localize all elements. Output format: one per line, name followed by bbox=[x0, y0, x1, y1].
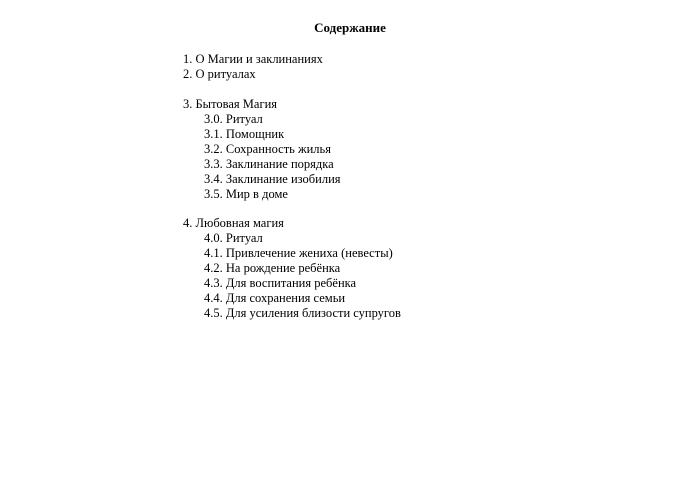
table-of-contents bbox=[183, 52, 401, 321]
toc-subsection-entry: 3.1. Помощник bbox=[204, 126, 285, 141]
section-spacer bbox=[183, 82, 401, 97]
toc-section-entry: 1. О Магии и заклинаниях bbox=[183, 52, 323, 66]
toc-subsection-entry: 4.1. Привлечение жениха (невесты) bbox=[204, 246, 393, 260]
toc-subsection-entry: 3.3. Заклинание порядка bbox=[204, 156, 334, 171]
toc-subsection-entry: 3.0. Ритуал bbox=[204, 111, 263, 126]
toc-section-entry: 2. О ритуалах bbox=[183, 67, 256, 81]
section-spacer bbox=[183, 202, 401, 217]
toc-subsection-entry: 4.3. Для воспитания ребёнка bbox=[204, 276, 357, 290]
toc-subsection-entry: 3.2. Сохранность жилья bbox=[204, 141, 331, 156]
toc-subsection-entry: 4.0. Ритуал bbox=[204, 231, 263, 245]
toc-subsection-entry: 4.4. Для сохранения семьи bbox=[204, 291, 346, 305]
page-title: Содержание bbox=[314, 20, 386, 35]
toc-subsection-entry: 4.5. Для усиления близости супругов bbox=[204, 306, 401, 320]
toc-subsection-entry: 3.4. Заклинание изобилия bbox=[204, 171, 341, 186]
toc-section-entry: 4. Любовная магия bbox=[183, 216, 284, 230]
toc-section-entry: 3. Бытовая Магия bbox=[183, 96, 278, 111]
toc-subsection-entry: 4.2. На рождение ребёнка bbox=[204, 261, 341, 275]
toc-subsection-entry: 3.5. Мир в доме bbox=[204, 186, 288, 201]
